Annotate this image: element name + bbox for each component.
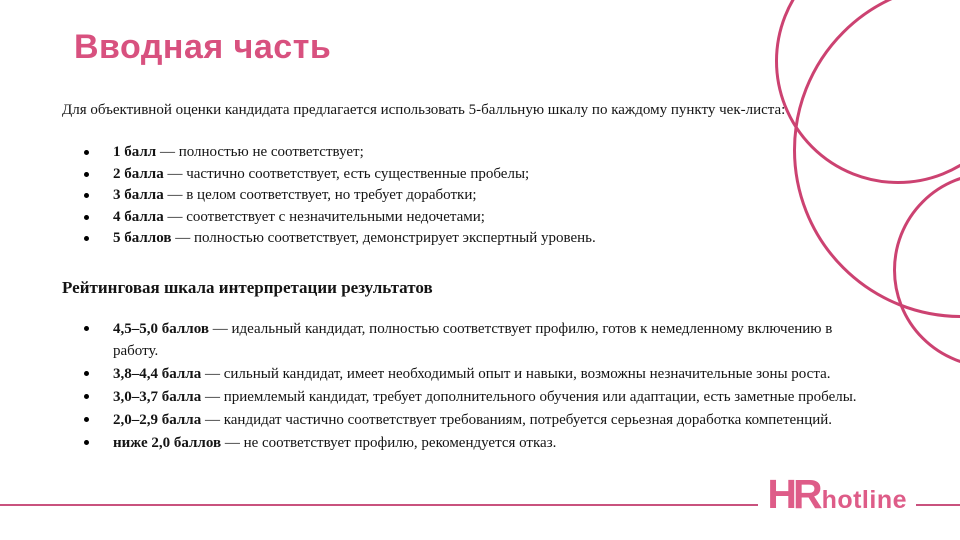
scale-term: 5 баллов <box>113 230 172 246</box>
hr-hotline-logo <box>758 471 916 517</box>
dash-separator: — <box>167 187 183 203</box>
list-item <box>62 142 854 164</box>
dash-separator: — <box>224 434 240 451</box>
dash-separator: — <box>204 411 220 428</box>
dash-separator: — <box>167 208 183 225</box>
dash-separator: — <box>204 365 220 382</box>
bullet-icon <box>84 394 89 399</box>
bullet-icon <box>84 417 89 422</box>
bullet-icon <box>84 326 89 331</box>
scale-desc: полностью соответствует, демонстрирует экспертный уровень. <box>193 230 596 246</box>
rating-term: ниже 2,0 баллов <box>113 434 222 451</box>
rating-desc: приемлемый кандидат, требует дополнительного обучения или адаптации, есть заметные пробелы. <box>223 388 857 405</box>
slide-content <box>62 100 857 455</box>
bullet-icon <box>84 215 89 220</box>
rating-desc: не соответствует профилю, рекомендуется отказ. <box>243 434 557 451</box>
dash-separator: — <box>167 165 183 182</box>
rating-desc: идеальный кандидат, полностью соответствует профилю, готов к немедленному включению в работу. <box>113 320 833 359</box>
list-item <box>62 207 854 229</box>
scale-desc: соответствует с незначительными недочетами; <box>186 208 485 225</box>
scale-desc: полностью не соответствует; <box>178 144 364 160</box>
dash-separator: — <box>159 144 175 160</box>
rating-term: 4,5–5,0 баллов <box>113 320 209 337</box>
scale-list <box>62 142 854 250</box>
rating-term: 2,0–2,9 балла <box>113 411 202 428</box>
bullet-icon <box>84 236 89 241</box>
logo-hotline-text: hotline <box>821 486 907 514</box>
rating-list <box>62 318 857 454</box>
scale-desc: в целом соответствует, но требует доработки; <box>186 187 477 203</box>
bullet-icon <box>84 371 89 376</box>
bullet-icon <box>84 172 89 177</box>
scale-desc: частично соответствует, есть существенные пробелы; <box>186 165 530 182</box>
rating-term: 3,0–3,7 балла <box>113 388 202 405</box>
page-title: Вводная часть <box>74 28 332 66</box>
scale-term: 1 балл <box>113 144 157 160</box>
scale-term: 4 балла <box>113 208 164 225</box>
list-item <box>62 185 854 207</box>
bullet-icon <box>84 150 89 155</box>
dash-separator: — <box>175 230 191 246</box>
list-item <box>62 386 858 408</box>
list-item <box>62 409 858 431</box>
dash-separator: — <box>212 320 228 337</box>
scale-term: 3 балла <box>113 187 164 203</box>
scale-term: 2 балла <box>113 165 164 182</box>
bullet-icon <box>84 440 89 445</box>
list-item <box>62 228 854 250</box>
rating-term: 3,8–4,4 балла <box>113 365 202 382</box>
section-heading: Рейтинговая шкала интерпретации результатов <box>62 277 433 297</box>
bullet-icon <box>84 193 89 198</box>
list-item <box>62 363 858 385</box>
list-item <box>62 432 858 454</box>
rating-desc: кандидат частично соответствует требованиям, потребуется серьезная доработка компетенций. <box>223 411 833 428</box>
list-item <box>62 164 854 186</box>
rating-desc: сильный кандидат, имеет необходимый опыт и навыки, возможны незначительные зоны роста. <box>223 365 831 382</box>
dash-separator: — <box>204 388 220 405</box>
list-item <box>62 318 858 362</box>
logo-hr-mark: HR <box>767 471 819 517</box>
intro-text: Для объективной оценки кандидата предлагается использовать 5-балльную шкалу по каждому пункту чек-листа: <box>62 102 786 118</box>
